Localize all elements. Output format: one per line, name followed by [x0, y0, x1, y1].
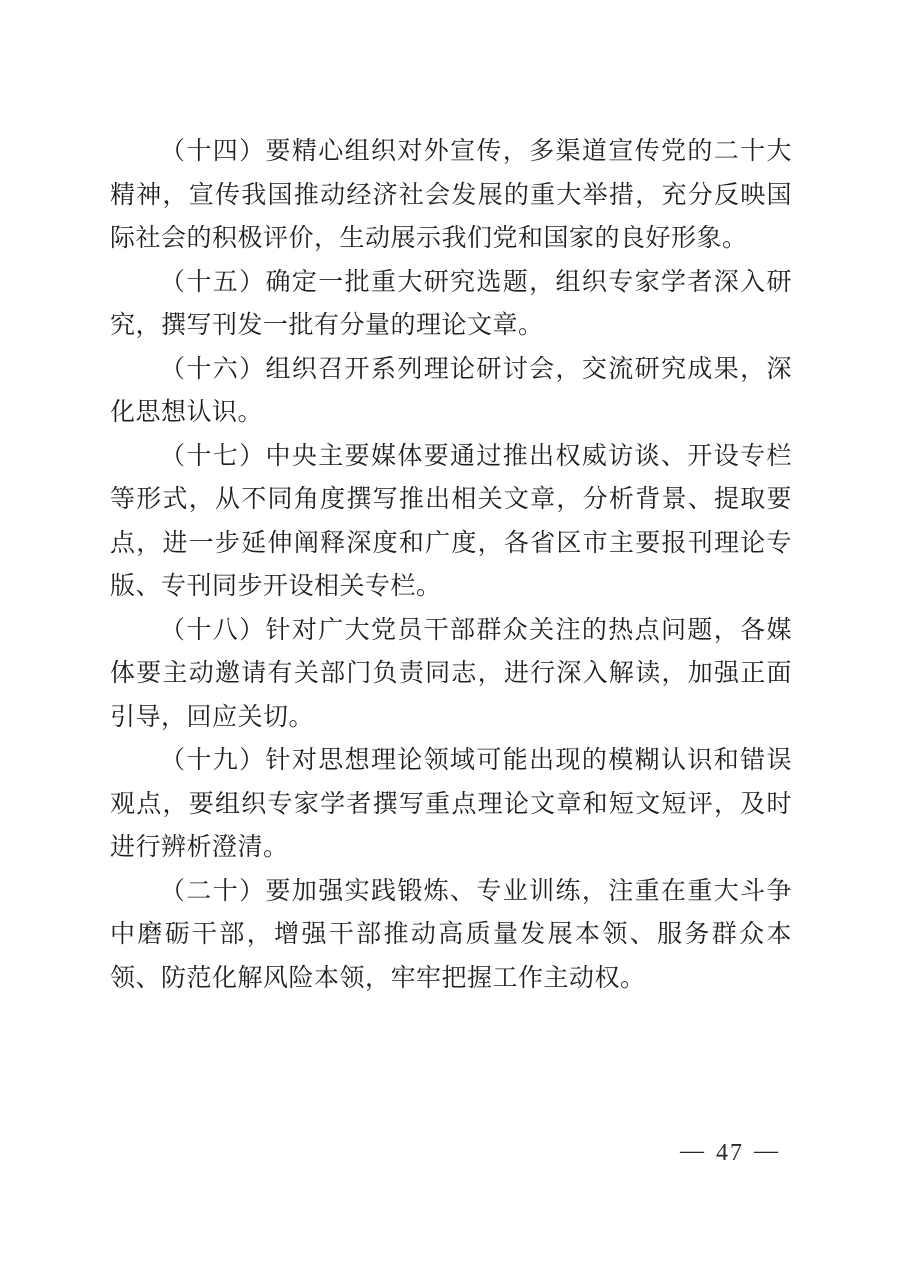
paragraph-17: （十七）中央主要媒体要通过推出权威访谈、开设专栏等形式，从不同角度撰写推出相关文章，分析背景、提取要点，进一步延伸阐释深度和广度，各省区市主要报刊理论专版、专刊同步开设相关专栏。	[110, 442, 792, 600]
paragraph-19: （十九）针对思想理论领域可能出现的模糊认识和错误观点，要组织专家学者撰写重点理论文章和短文短评，及时进行辨析澄清。	[110, 747, 792, 861]
footer-right-dash: —	[754, 1138, 780, 1164]
document-body	[110, 130, 792, 1000]
paragraph-15: （十五）确定一批重大研究选题，组织专家学者深入研究，撰写刊发一批有分量的理论文章。	[110, 268, 792, 339]
paragraph-18: （十八）针对广大党员干部群众关注的热点问题，各媒体要主动邀请有关部门负责同志，进行深入解读，加强正面引导，回应关切。	[110, 616, 792, 731]
page-number-footer	[640, 1140, 820, 1167]
footer-left-dash: —	[680, 1138, 706, 1164]
page-number: 47	[716, 1140, 744, 1166]
paragraph-16: （十六）组织召开系列理论研讨会，交流研究成果，深化思想认识。	[110, 355, 792, 426]
paragraph-14: （十四）要精心组织对外宣传，多渠道宣传党的二十大精神，宣传我国推动经济社会发展的重大举措，充分反映国际社会的积极评价，生动展示我们党和国家的良好形象。	[110, 138, 792, 252]
paragraph-20: （二十）要加强实践锻炼、专业训练，注重在重大斗争中磨砺干部，增强干部推动高质量发展本领、服务群众本领、防范化解风险本领，牢牢把握工作主动权。	[110, 877, 792, 992]
